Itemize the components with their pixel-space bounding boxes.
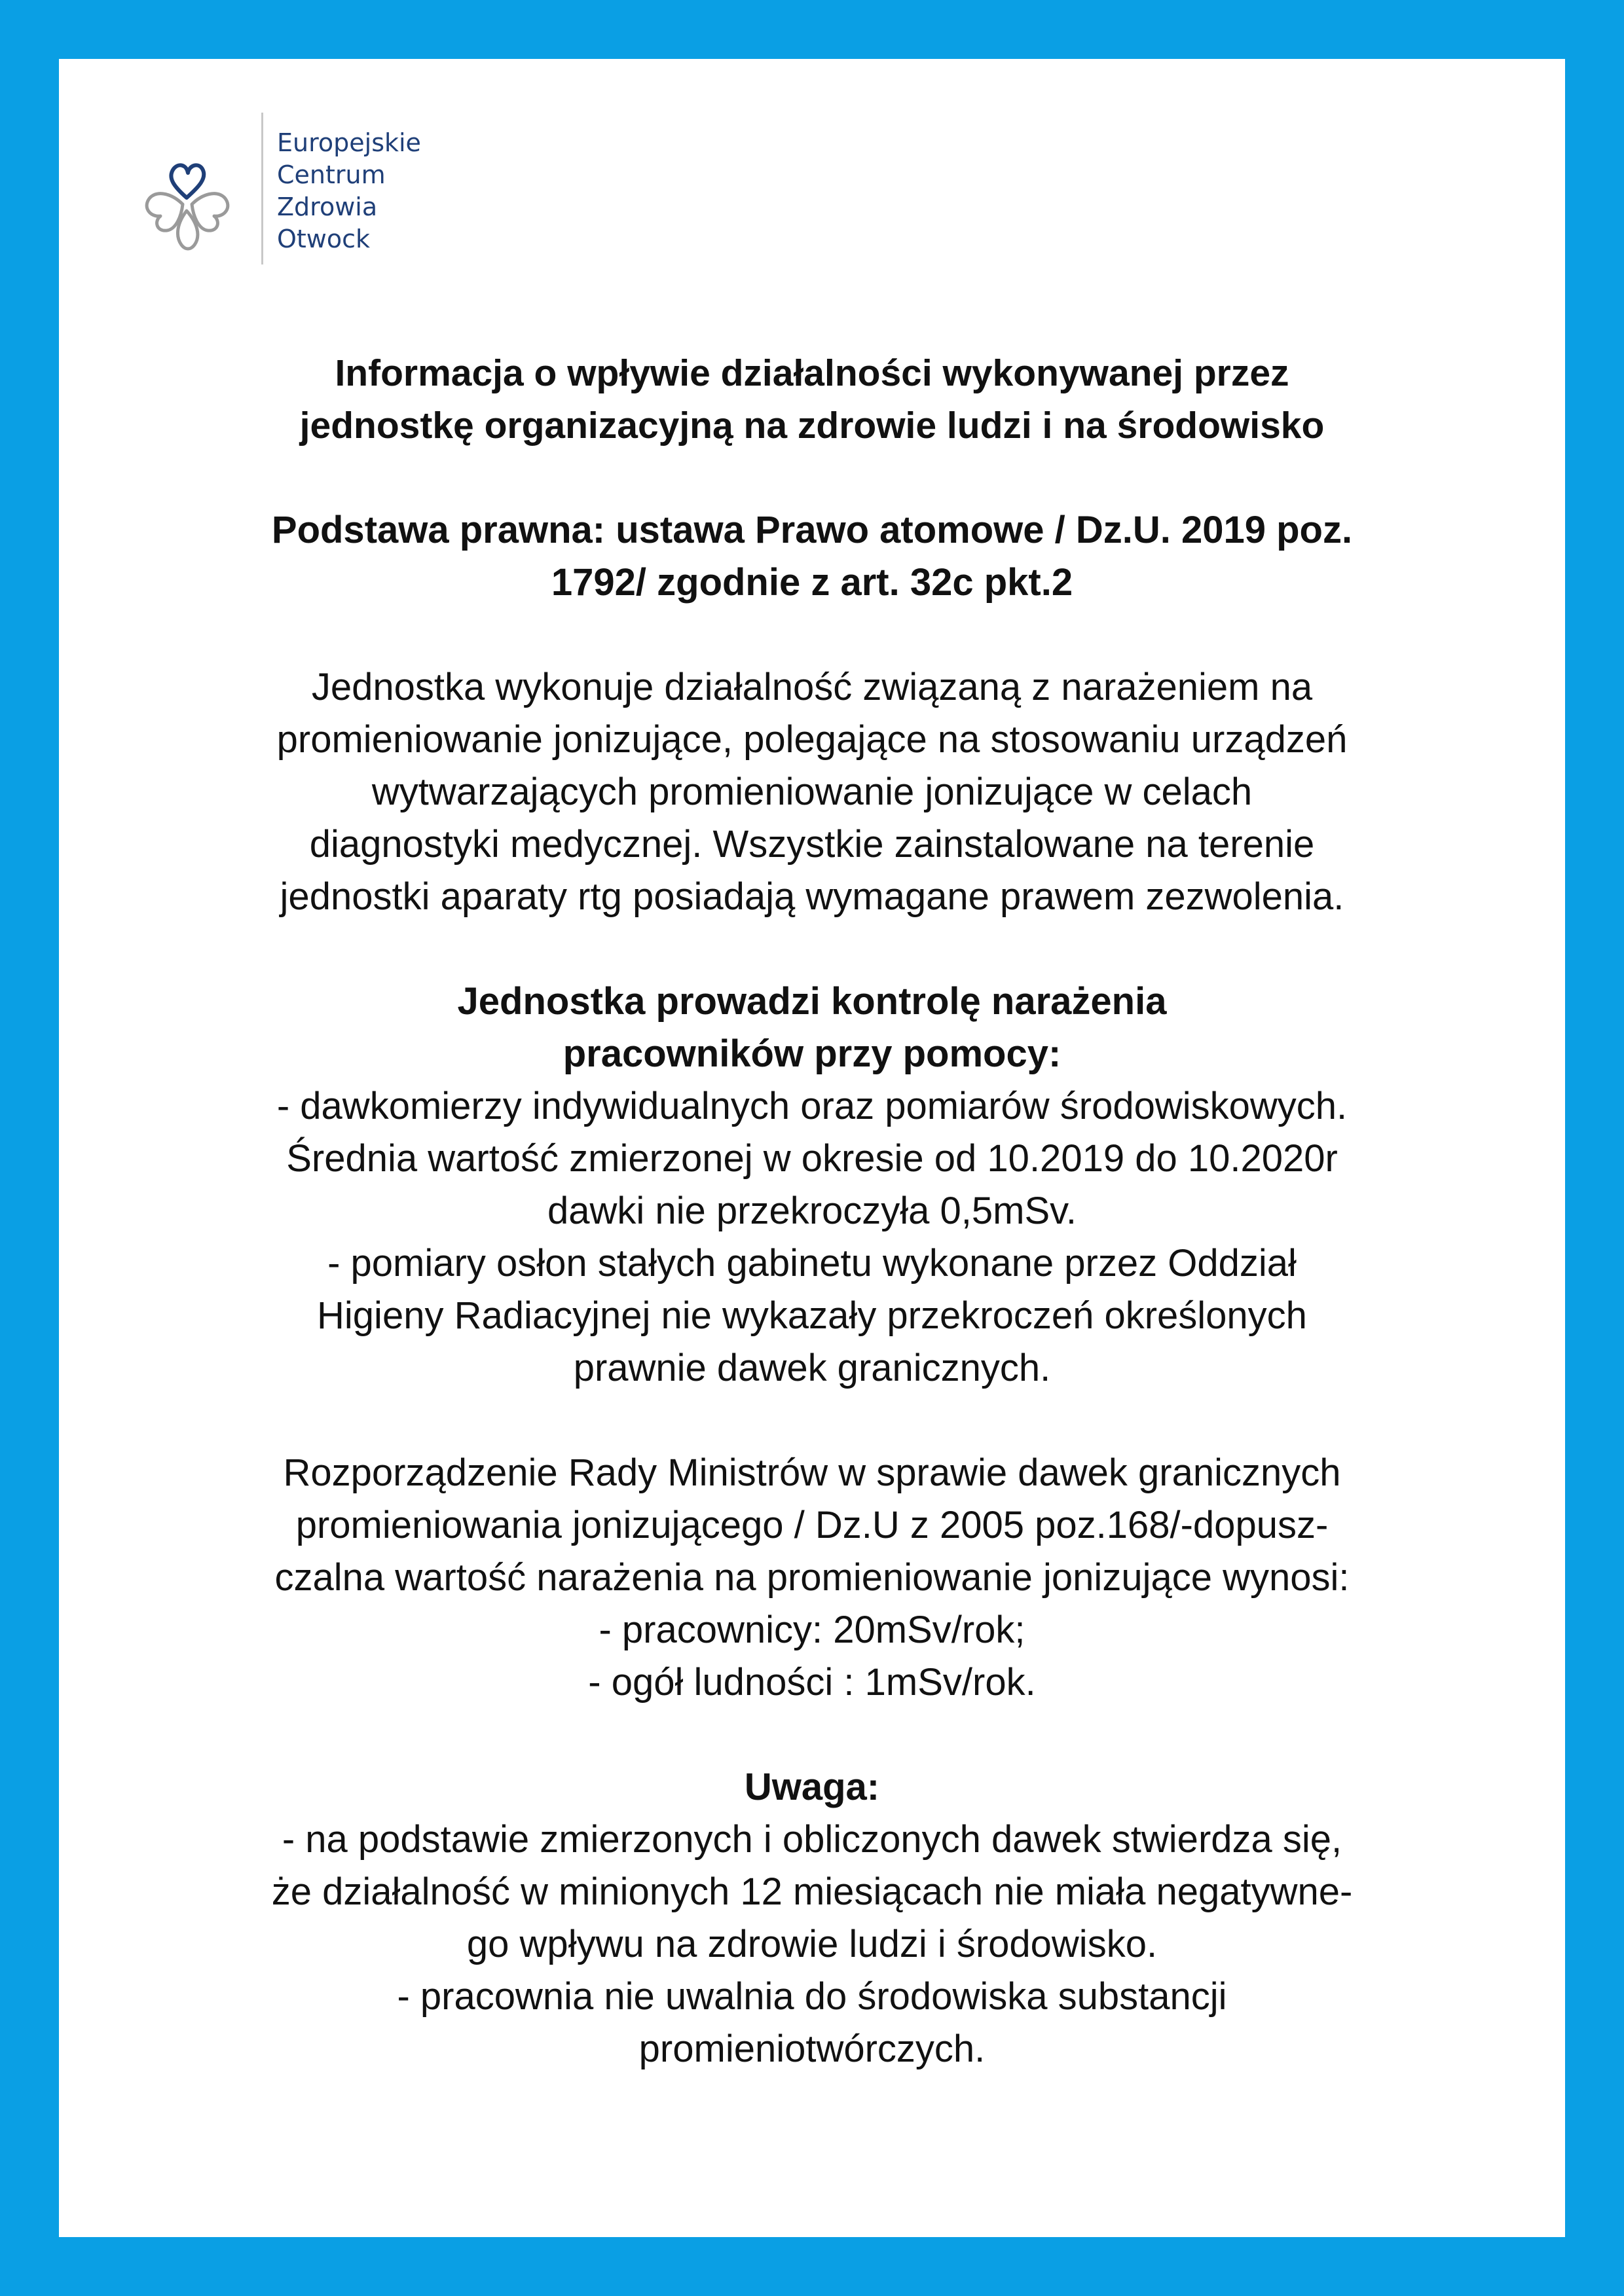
- control-line: dawki nie przekroczyła 0,5mSv.: [547, 1190, 1077, 1232]
- regulation-line: - ogół ludności : 1mSv/rok.: [588, 1661, 1036, 1704]
- description-line: promieniowanie jonizujące, polegające na stosowaniu urządzeń: [276, 718, 1348, 761]
- legal-basis: [59, 504, 1565, 609]
- legal-basis-line: 1792/ zgodnie z art. 32c pkt.2: [551, 561, 1073, 604]
- note-line: go wpływu na zdrowie ludzi i środowisko.: [466, 1923, 1158, 1965]
- document-body: [59, 347, 1565, 2075]
- regulation-line: promieniowania jonizującego / Dz.U z 2005 poz.168/-dopusz-: [295, 1504, 1329, 1546]
- regulation-line: - pracownicy: 20mSv/rok;: [599, 1609, 1025, 1651]
- control-line: Średnia wartość zmierzonej w okresie od 10.2019 do 10.2020r: [286, 1137, 1338, 1180]
- section-heading: pracowników przy pomocy:: [563, 1032, 1061, 1075]
- logo-name: [277, 127, 421, 255]
- note-line: że działalność w minionych 12 miesiącach nie miała negatywne-: [271, 1870, 1353, 1913]
- description-line: jednostki aparaty rtg posiadają wymagane prawem zezwolenia.: [280, 875, 1344, 918]
- regulation-line: czalna wartość narażenia na promieniowanie jonizujące wynosi:: [274, 1556, 1350, 1599]
- control-line: - dawkomierzy indywidualnych oraz pomiarów środowiskowych.: [276, 1085, 1348, 1127]
- legal-basis-line: Podstawa prawna: ustawa Prawo atomowe / Dz.U. 2019 poz.: [271, 509, 1353, 551]
- logo-line: Europejskie: [277, 128, 421, 157]
- description-line: wytwarzających promieniowanie jonizujące w celach: [371, 771, 1253, 813]
- clover-heart-icon: [134, 151, 239, 262]
- note-section: [59, 1761, 1565, 2075]
- logo: [134, 85, 527, 301]
- regulation-paragraph: [59, 1447, 1565, 1709]
- logo-line: Otwock: [277, 225, 371, 253]
- document-page: [59, 59, 1565, 2237]
- logo-line: Centrum: [277, 160, 386, 189]
- exposure-control-section: [59, 975, 1565, 1394]
- logo-divider: [261, 113, 263, 264]
- control-line: Higieny Radiacyjnej nie wykazały przekroczeń określonych: [317, 1294, 1307, 1337]
- control-line: prawnie dawek granicznych.: [573, 1347, 1051, 1389]
- control-line: - pomiary osłon stałych gabinetu wykonane przez Oddział: [327, 1242, 1297, 1285]
- description-paragraph: [59, 661, 1565, 923]
- note-heading: Uwaga:: [744, 1766, 880, 1808]
- description-line: diagnostyki medycznej. Wszystkie zainstalowane na terenie: [309, 823, 1315, 866]
- section-heading: Jednostka prowadzi kontrolę narażenia: [457, 980, 1167, 1023]
- note-line: - pracownia nie uwalnia do środowiska substancji: [397, 1975, 1227, 2018]
- note-line: - na podstawie zmierzonych i obliczonych dawek stwierdza się,: [282, 1818, 1342, 1861]
- title-line: Informacja o wpływie działalności wykonywanej przez: [335, 352, 1289, 394]
- title-line: jednostkę organizacyjną na zdrowie ludzi i na środowisko: [299, 405, 1325, 446]
- logo-line: Zdrowia: [277, 192, 378, 221]
- note-line: promieniotwórczych.: [638, 2028, 986, 2070]
- document-title: [59, 347, 1565, 452]
- regulation-line: Rozporządzenie Rady Ministrów w sprawie dawek granicznych: [283, 1451, 1341, 1494]
- description-line: Jednostka wykonuje działalność związaną z narażeniem na: [311, 666, 1313, 708]
